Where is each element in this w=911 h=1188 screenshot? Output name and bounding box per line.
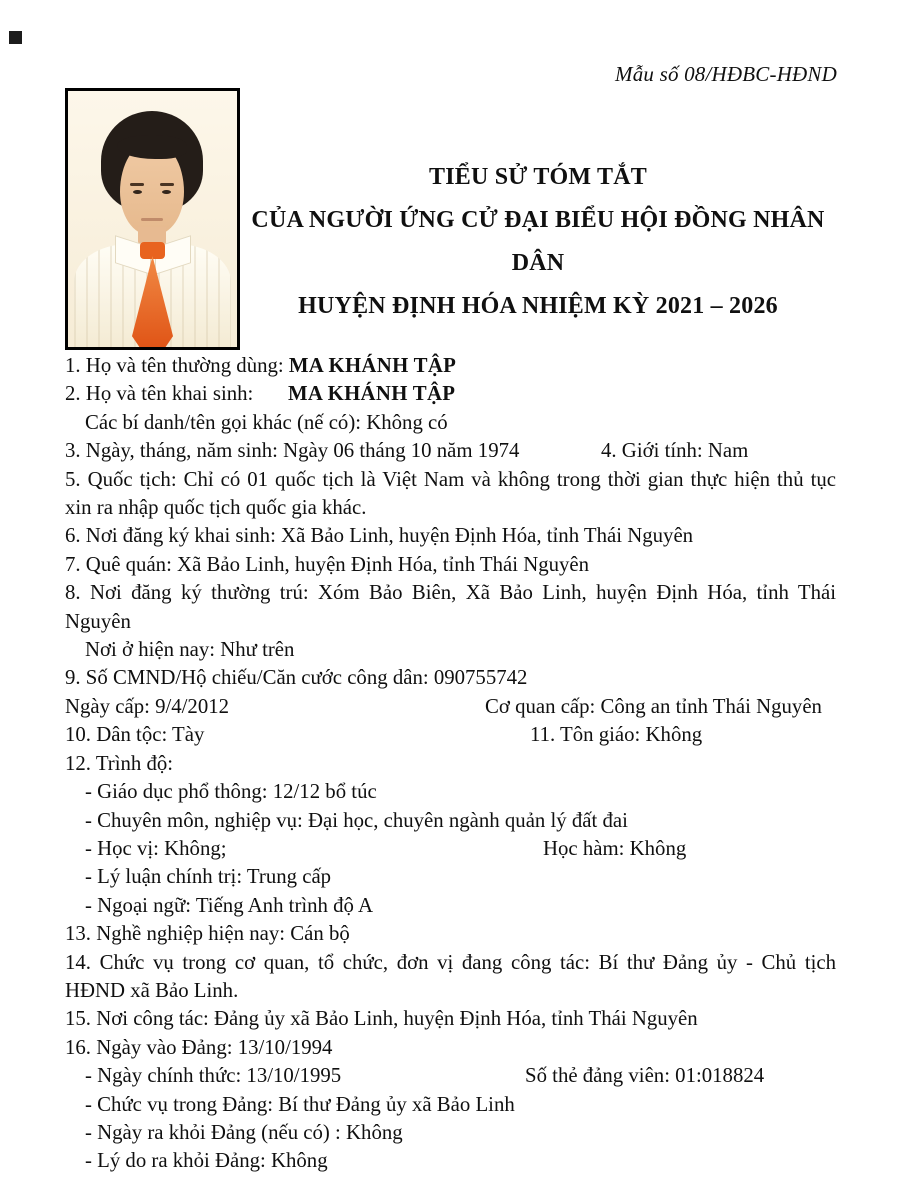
line-text: 6. Nơi đăng ký khai sinh: Xã Bảo Linh, huyện Định Hóa, tỉnh Thái Nguyên [65,524,694,548]
body-line [65,892,836,920]
line-text: - Ngày chính thức: 13/10/1995 [85,1064,342,1088]
line-text: 12. Trình độ: [65,751,174,775]
body-line [65,863,836,891]
body-line [65,1034,836,1062]
line-text: - Giáo dục phổ thông: 12/12 bổ túc [85,780,377,804]
line-text: 9. Số CMND/Hộ chiếu/Căn cước công dân: 090755742 [65,666,528,690]
body-line [65,750,836,778]
body-line [65,522,836,550]
line-text: Nơi ở hiện nay: Như trên [85,638,295,662]
body-line [65,1062,836,1090]
document-title [240,156,836,328]
portrait-eye-right [162,190,171,194]
line-text: 15. Nơi công tác: Đảng ủy xã Bảo Linh, huyện Định Hóa, tỉnh Thái Nguyên [65,1007,698,1031]
line-right-text: Cơ quan cấp: Công an tỉnh Thái Nguyên [485,694,822,718]
line-text: - Lý luận chính trị: Trung cấp [85,865,332,889]
form-number: Mẫu số 08/HĐBC-HĐND [615,62,837,86]
body-line [65,721,836,749]
body-line [65,949,836,977]
line-right-text: 11. Tôn giáo: Không [530,723,703,747]
body-line [65,409,836,437]
body-line [65,1119,836,1147]
body-line [65,1005,836,1033]
body-line [65,693,836,721]
body-line [65,1091,836,1119]
line-text: 7. Quê quán: Xã Bảo Linh, huyện Định Hóa, tỉnh Thái Nguyên [65,552,590,576]
candidate-name: MA KHÁNH TẬP [288,382,456,406]
body-line [65,835,836,863]
line-label: 2. Họ và tên khai sinh: [65,382,254,406]
line-text: - Chức vụ trong Đảng: Bí thư Đảng ủy xã Bảo Linh [85,1092,515,1116]
line-text: Ngày cấp: 9/4/2012 [65,694,230,718]
line-text: xin ra nhập quốc tịch quốc gia khác. [65,496,367,520]
corner-mark [9,31,22,44]
line-text: - Lý do ra khỏi Đảng: Không [85,1149,328,1173]
line-label: 1. Họ và tên thường dùng: [65,354,289,377]
line-text: 10. Dân tộc: Tày [65,723,205,747]
line-text: 3. Ngày, tháng, năm sinh: Ngày 06 tháng 10 năm 1974 [65,439,520,463]
body-line [65,494,836,522]
title-line-3: HUYỆN ĐỊNH HÓA NHIỆM KỲ 2021 – 2026 [298,293,778,319]
body-line [65,977,836,1005]
portrait-brow-left [130,183,144,186]
line-text: - Ngoại ngữ: Tiếng Anh trình độ A [85,893,374,917]
line-text: 5. Quốc tịch: Chỉ có 01 quốc tịch là Việt Nam và không trong thời gian thực hiện thủ tục [65,467,836,491]
body-line [65,551,836,579]
body-line [65,466,836,494]
line-right-text: 4. Giới tính: Nam [601,439,749,463]
line-text: - Học vị: Không; [85,836,227,860]
portrait-mouth [141,218,163,221]
body-line [65,636,836,664]
body-line [65,807,836,835]
body-line [65,664,836,692]
line-text: 8. Nơi đăng ký thường trú: Xóm Bảo Biên, Xã Bảo Linh, huyện Định Hóa, tỉnh Thái [65,581,836,605]
portrait-brow-right [160,183,174,186]
body-line [65,380,836,408]
candidate-photo [65,88,240,350]
title-line-1: TIỂU SỬ TÓM TẮT [429,164,647,190]
body-line [65,1147,836,1175]
line-text: Nguyên [65,609,131,633]
portrait-eye-left [133,190,142,194]
line-right-text: Số thẻ đảng viên: 01:018824 [525,1064,765,1088]
body-line [65,437,836,465]
body-line [65,608,836,636]
body-line [65,352,836,380]
line-right-text: Học hàm: Không [543,836,687,860]
body-line [65,920,836,948]
line-text: Các bí danh/tên gọi khác (nế có): Không có [85,410,448,434]
body-line [65,778,836,806]
line-text: - Chuyên môn, nghiệp vụ: Đại học, chuyên ngành quản lý đất đai [85,808,628,832]
line-text: 13. Nghề nghiệp hiện nay: Cán bộ [65,922,350,946]
title-line-2: CỦA NGƯỜI ỨNG CỬ ĐẠI BIỂU HỘI ĐỒNG NHÂN DÂN [251,207,825,276]
candidate-name: MA KHÁNH TẬP [288,354,457,377]
line-text: HĐND xã Bảo Linh. [65,978,239,1002]
biography-lines [65,352,836,1176]
body-line [65,579,836,607]
line-text: 16. Ngày vào Đảng: 13/10/1994 [65,1035,333,1059]
line-text: 14. Chức vụ trong cơ quan, tổ chức, đơn vị đang công tác: Bí thư Đảng ủy - Chủ tịch [65,950,836,974]
line-text: - Ngày ra khỏi Đảng (nếu có) : Không [85,1120,403,1144]
